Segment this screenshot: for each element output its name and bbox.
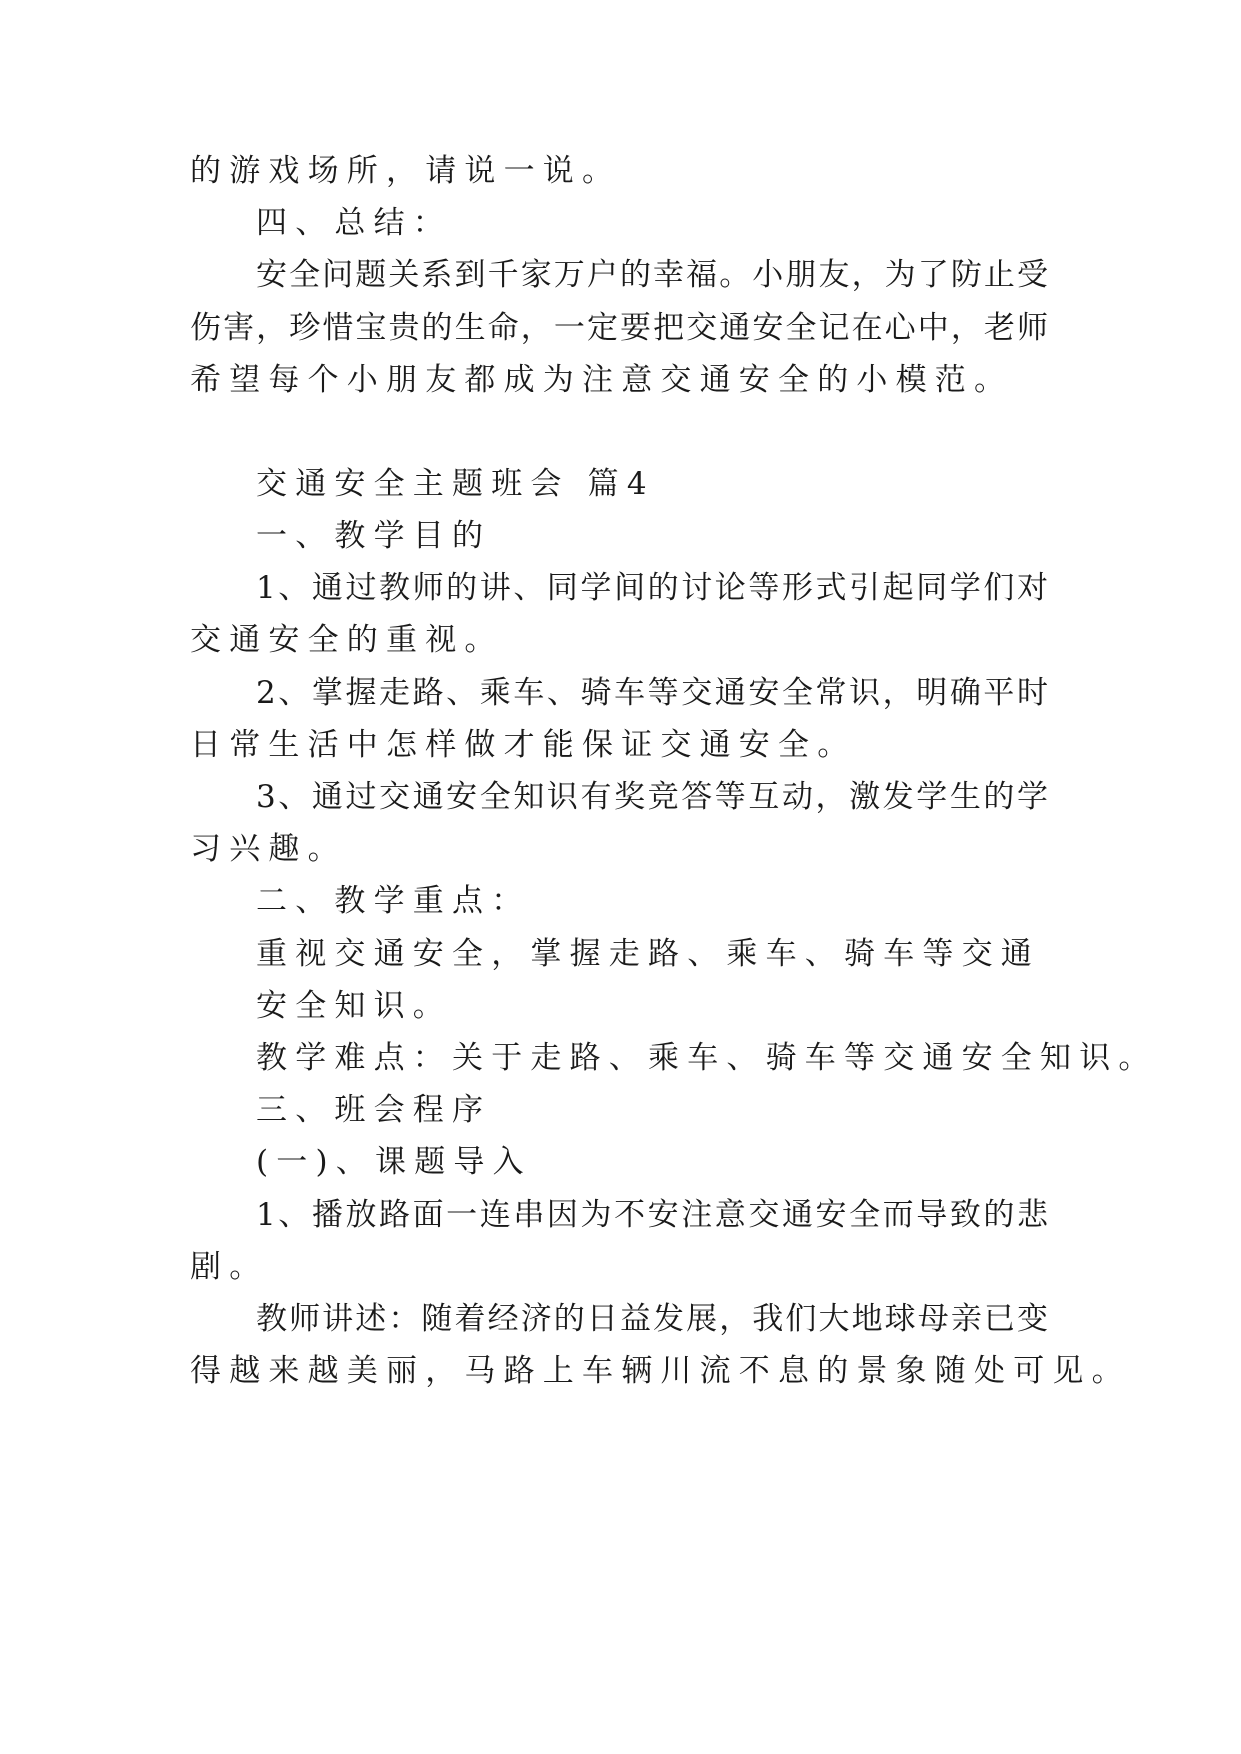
paragraph-line: 剧。 <box>190 1249 269 1285</box>
paragraph-line: 习兴趣。 <box>190 831 347 867</box>
paragraph-line: 日常生活中怎样做才能保证交通安全。 <box>190 727 857 763</box>
paragraph-line: 的游戏场所，请说一说。 <box>190 153 622 189</box>
paragraph-line: 重视交通安全，掌握走路、乘车、骑车等交通 <box>256 936 1040 972</box>
section-heading: 二、教学重点： <box>256 883 531 919</box>
paragraph-line: 教学难点：关于走路、乘车、骑车等交通安全知识。 <box>256 1040 1158 1076</box>
paragraph-line: 1、通过教师的讲、同学间的讨论等形式引起同学们对 <box>256 570 1048 606</box>
paragraph-line: 伤害，珍惜宝贵的生命，一定要把交通安全记在心中，老师 <box>190 310 1048 346</box>
section-heading: 四、总结： <box>256 205 452 241</box>
section-heading: 一、教学目的 <box>256 518 492 554</box>
paragraph-line: 教师讲述：随着经济的日益发展，我们大地球母亲已变 <box>256 1301 1048 1337</box>
article-title: 交通安全主题班会 篇4 <box>256 466 655 502</box>
paragraph-line: 3、通过交通安全知识有奖竞答等互动，激发学生的学 <box>256 779 1048 815</box>
paragraph-line: 安全知识。 <box>256 988 452 1024</box>
paragraph-line: 1、播放路面一连串因为不安注意交通安全而导致的悲 <box>256 1197 1048 1233</box>
subsection-heading: (一)、课题导入 <box>256 1144 532 1180</box>
section-heading: 三、班会程序 <box>256 1092 492 1128</box>
paragraph-line: 交通安全的重视。 <box>190 622 504 658</box>
paragraph-line: 得越来越美丽，马路上车辆川流不息的景象随处可见。 <box>190 1353 1131 1389</box>
paragraph-line: 希望每个小朋友都成为注意交通安全的小模范。 <box>190 362 1014 398</box>
paragraph-line: 安全问题关系到千家万户的幸福。小朋友，为了防止受 <box>256 257 1048 293</box>
paragraph-line: 2、掌握走路、乘车、骑车等交通安全常识，明确平时 <box>256 675 1048 711</box>
